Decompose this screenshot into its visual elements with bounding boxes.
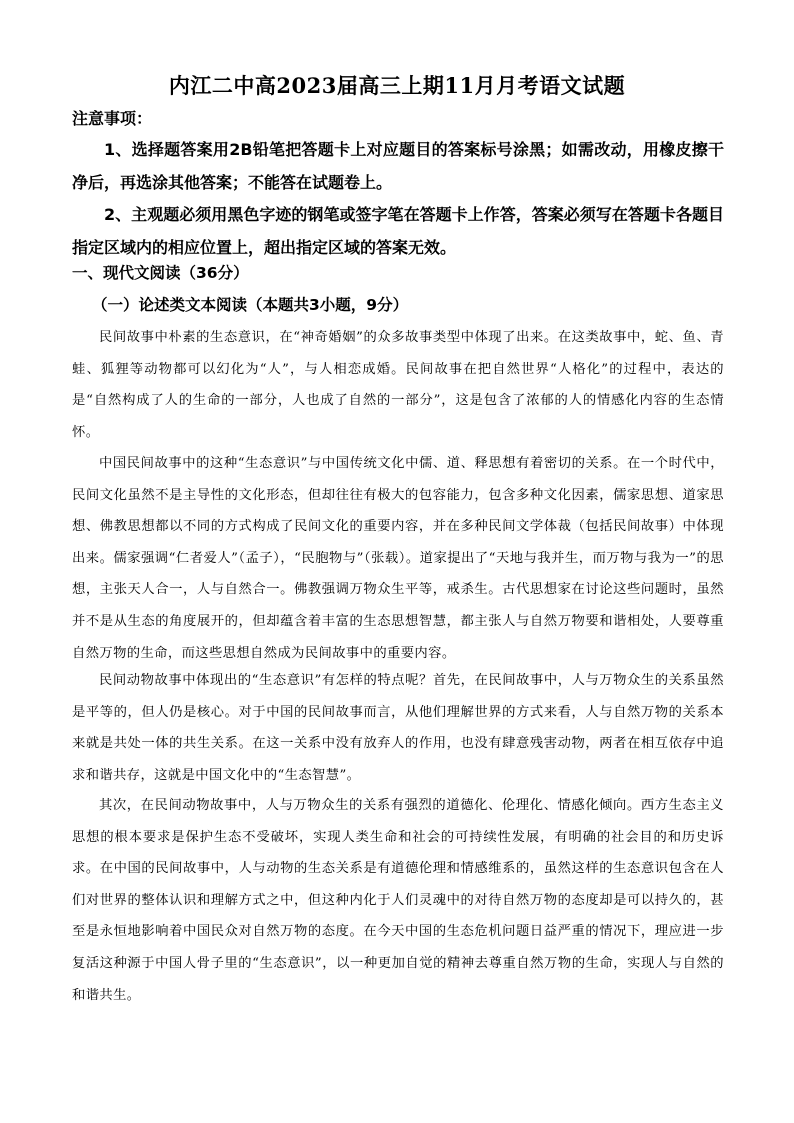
- passage-paragraph-4: 其次，在民间动物故事中，人与万物众生的关系有强烈的道德化、伦理化、情感化倾向。西方生态主义思想的根本要求是保护生态不受破坏，实现人类生命和社会的可持续性发展，有明确的社会目的和历史诉求。在中国的民间故事中，人与动物的生态关系是有道德伦理和情感维系的，虽然这样的生态意识包含在人们对世界的整体认识和理解方式之中，但这种内化于人们灵魂中的对待自然万物的态度却是可以持久的，甚至是永恒地影响着中国民众对自然万物的态度。在今天中国的生态危机问题日益严重的情况下，理应进一步复活这种源于中国人骨子里的“生态意识”，以一种更加自觉的精神去尊重自然万物的生命，实现人与自然的和谐共生。: [72, 798, 724, 1003]
- passage-paragraph-2: 中国民间故事中的这种“生态意识”与中国传统文化中儒、道、释思想有着密切的关系。在一个时代中，民间文化虽然不是主导性的文化形态，但却往往有极大的包容能力，包含多种文化因素，儒家思想、道家思想、佛教思想都以不同的方式构成了民间文化的重要内容，并在多种民间文学体裁（包括民间故事）中体现出来。儒家强调“仁者爱人”（孟子），“民胞物与”（张载）。道家提出了“天地与我并生，而万物与我为一”的思想，主张天人合一，人与自然合一。佛教强调万物众生平等，戒杀生。古代思想家在讨论这些问题时，虽然并不是从生态的角度展开的，但却蕴含着丰富的生态思想智慧，都主张人与自然万物要和谐相处，人要尊重自然万物的生命，而这些思想自然成为民间故事中的重要内容。: [72, 456, 724, 661]
- notice-label: 注意事项：: [72, 109, 153, 128]
- notice-item-2: 2、主观题必须用黑色字迹的钢笔或签字笔在答题卡上作答，答案必须写在答题卡各题目指定区域内的相应位置上，超出指定区域的答案无效。: [72, 205, 724, 257]
- subsection-heading: （一）论述类文本阅读（本题共3小题，9分）: [92, 296, 409, 314]
- passage-paragraph-3: 民间动物故事中体现出的“生态意识”有怎样的特点呢？首先，在民间故事中，人与万物众生的关系虽然是平等的，但人仍是核心。对于中国的民间故事而言，从他们理解世界的方式来看，人与自然万物的关系本来就是共处一体的共生关系。在这一关系中没有放弃人的作用，也没有肆意残害动物，两者在相互依存中追求和谐共存，这就是中国文化中的“生态智慧”。: [72, 673, 724, 783]
- passage-paragraph-1: 民间故事中朴素的生态意识，在“神奇婚姻”的众多故事类型中体现了出来。在这类故事中，蛇、鱼、青蛙、狐狸等动物都可以幻化为“人”，与人相恋成婚。民间故事在把自然世界“人格化”的过程中，表达的是“自然构成了人的生命的一部分，人也成了自然的一部分”，这是包含了浓郁的人的情感化内容的生态情怀。: [72, 330, 724, 440]
- section-heading: 一、现代文阅读（36分）: [72, 264, 249, 282]
- notice-item-1: 1、选择题答案用2B铅笔把答题卡上对应题目的答案标号涂黑；如需改动，用橡皮擦干净后，再选涂其他答案；不能答在试题卷上。: [72, 140, 724, 192]
- page-title: 内江二中高2023届高三上期11月月考语文试题: [168, 73, 626, 98]
